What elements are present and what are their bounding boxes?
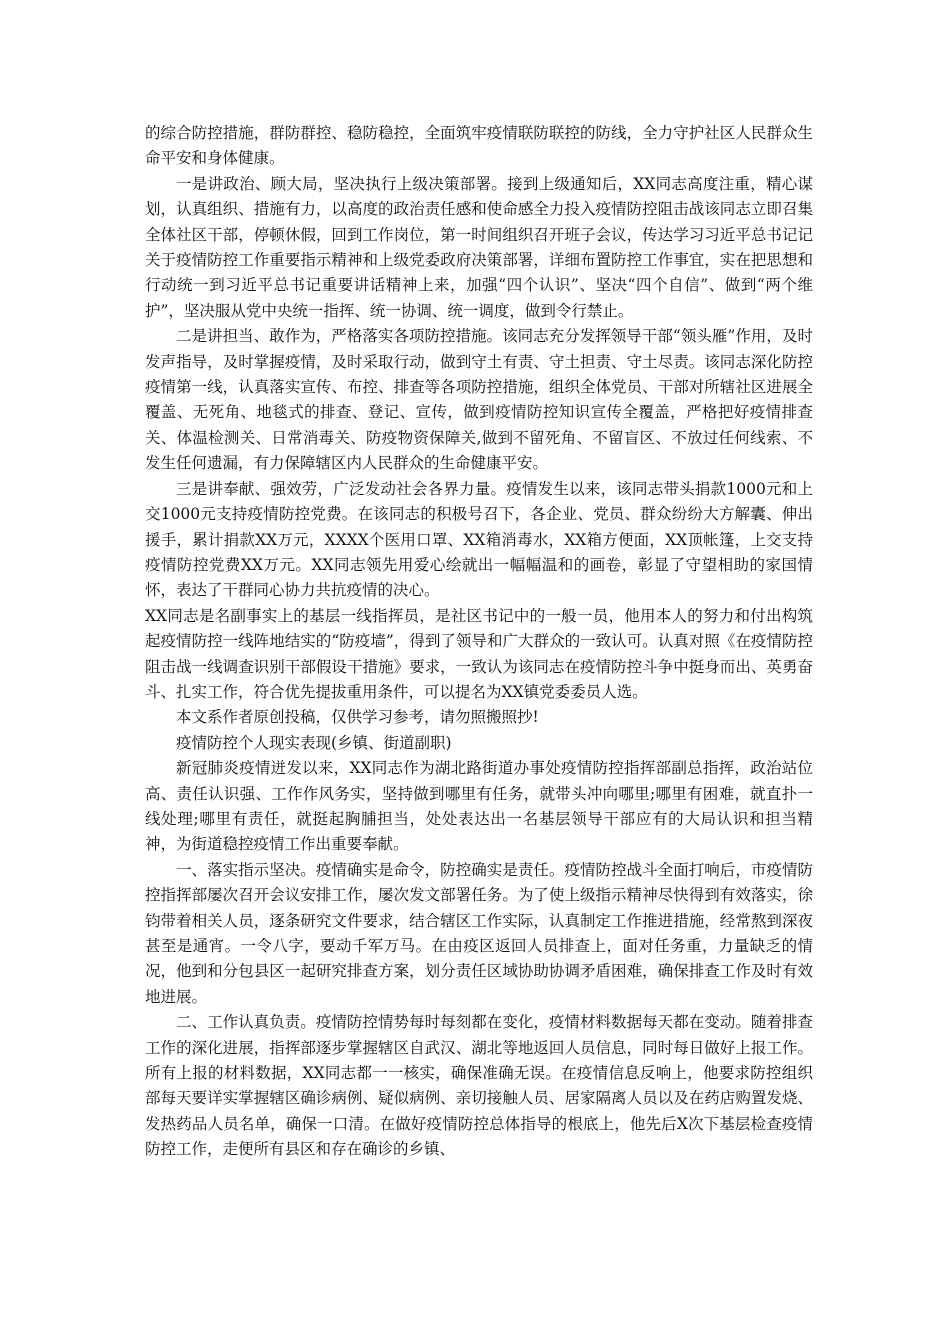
- paragraph-intro: 新冠肺炎疫情迸发以来，XX同志作为湖北路街道办事处疫情防控指挥部副总指挥，政治站位高、责任认识强、工作作风务实，坚持做到哪里有任务，就带头冲向哪里;哪里有困难，就直扑一线处理;哪里有责任，就挺起胸脯担当，处处表达出一名基层领导干部应有的大局认识和担当精神，为街道稳控疫情工作出重要奉献。: [145, 759, 813, 854]
- document-body: [145, 121, 813, 1163]
- paragraph-political-stance: 一是讲政治、顾大局，坚决执行上级决策部署。接到上级通知后，XX同志高度注重，精心谋划，认真组织、措施有力，以高度的政治责任感和使命感全力投入疫情防控阻击战该同志立即召集全体社区干部，停顿休假，回到工作岗位，第一时间组织召开班子会议，传达学习习近平总书记记关于疫情防控工作重要指示精神和上级党委政府决策部署，详细布置防控工作事宜，实在把思想和行动统一到习近平总书记重要讲话精神上来，加强“四个认识”、坚决“四个自信”、做到“两个维护”，坚决服从党中央统一指挥、统一协调、统一调度，做到令行禁止。: [145, 174, 813, 320]
- paragraph-diligence: 二、工作认真负责。疫情防控情势每时每刻都在变化，疫情材料数据每天都在变动。随着排查工作的深化进展，指挥部逐步掌握辖区自武汉、湖北等地返回人员信息，同时每日做好上报工作。所有上报的材料数据，XX同志都一一核实，确保准确无误。在疫情信息反响上，他要求防控组织部每天要详实掌握辖区确诊病例、疑似病例、亲切接触人员、居家隔离人员以及在药店购置发烧、发热药品人员名单，确保一口清。在做好疫情防控总体指导的根底上，他先后X次下基层检查疫情防控工作，走便所有县区和存在确诊的乡镇、: [145, 1013, 813, 1159]
- paragraph-conclusion: XX同志是名副事实上的基层一线指挥员，是社区书记中的一般一员，他用本人的努力和付出构筑起疫情防控一线阵地结实的“防疫墙”，得到了领导和广大群众的一致认可。认真对照《在疫情防控阻击战一线调查识别干部假设干措施》要求，一致认为该同志在疫情防控斗争中挺身而出、英勇奋斗、扎实工作，符合优先提拔重用条件，可以提名为XX镇党委委员人选。: [145, 606, 813, 701]
- paragraph-continuation: 的综合防控措施，群防群控、稳防稳控，全面筑牢疫情联防联控的防线，全力守护社区人民群众生命平安和身体健康。: [145, 124, 813, 168]
- paragraph-notice: 本文系作者原创投稿，仅供学习参考，请勿照搬照抄!: [176, 708, 539, 727]
- paragraph-responsibility: 二是讲担当、敢作为，严格落实各项防控措施。该同志充分发挥领导干部“领头雁”作用，及时发声指导，及时掌握疫情，及时采取行动，做到守土有责、守土担责、守土尽责。该同志深化防控疫情第一线，认真落实宣传、布控、排查等各项防控措施，组织全体党员、干部对所辖社区进展全覆盖、无死角、地毯式的排查、登记、宣传，做到疫情防控知识宣传全覆盖，严格把好疫情排查关、体温检测关、日常消毒关、防疫物资保障关,做到不留死角、不留盲区、不放过任何线索、不发生任何遗漏，有力保障辖区内人民群众的生命健康平安。: [145, 327, 813, 473]
- paragraph-dedication: 三是讲奉献、强效劳，广泛发动社会各界力量。疫情发生以来，该同志带头捐款1000元和上交1000元支持疫情防控党费。在该同志的积极号召下，各企业、党员、群众纷纷大方解囊、伸出援手，累计捐款XX万元，XXXX个医用口罩、XX箱消毒水，XX箱方便面，XX顶帐篷，上交支持疫情防控党费XX万元。XX同志领先用爱心绘就出一幅幅温和的画卷，彰显了守望相助的家国情怀，表达了干群同心协力共抗疫情的决心。: [145, 479, 813, 600]
- section-heading: 疫情防控个人现实表现(乡镇、街道副职): [176, 733, 452, 752]
- paragraph-implementation: 一、落实指示坚决。疫情确实是命令，防控确实是责任。疫情防控战斗全面打响后，市疫情防控指挥部屡次召开会议安排工作，屡次发文部署任务。为了使上级指示精神尽快得到有效落实，徐钧带着相关人员，逐条研究文件要求，结合辖区工作实际，认真制定工作推进措施，经常熬到深夜甚至是通宵。一令八字，要动千军万马。在由疫区返回人员排查上，面对任务重，力量缺乏的情况，他到和分包县区一起研究排查方案，划分责任区域协助协调矛盾困难，确保排查工作及时有效地进展。: [145, 860, 813, 1006]
